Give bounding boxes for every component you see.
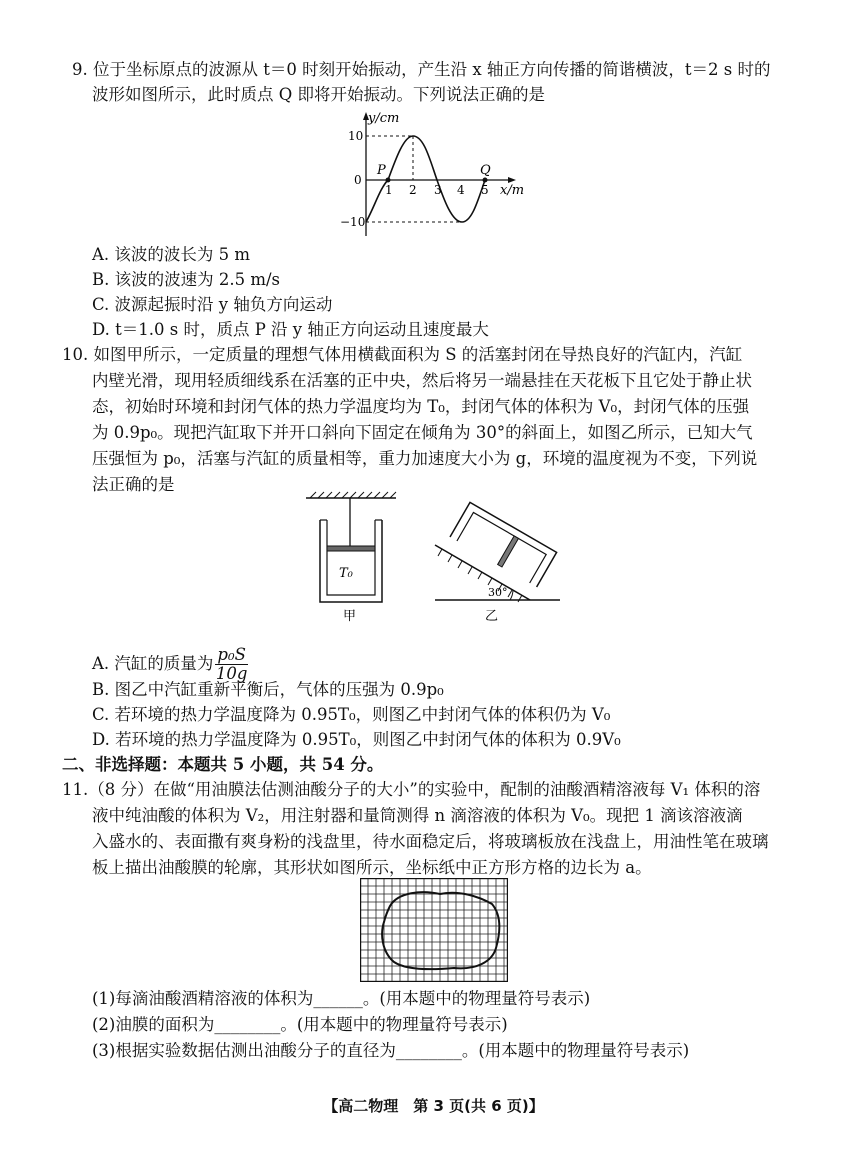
yi-label: 乙 [485,609,499,624]
q9-stem-line1: 9. 位于坐标原点的波源从 t＝0 时刻开始振动，产生沿 x 轴正方向传播的简谐横波，t＝2 s 时的 [72,60,771,79]
q10-option-b: B. 图乙中汽缸重新平衡后，气体的压强为 0.9p₀ [92,680,444,699]
q9-option-d: D. t＝1.0 s 时，质点 P 沿 y 轴正方向运动且速度最大 [92,320,489,339]
q11-stem-line4: 板上描出油酸膜的轮廓，其形状如图所示，坐标纸中正方形方格的边长为 a。 [92,858,652,877]
x-tick-1: 1 [385,183,393,197]
y-tick-zero: 0 [354,173,362,187]
q10-stem-line1: 10. 如图甲所示，一定质量的理想气体用横截面积为 S 的活塞封闭在导热良好的汽缸内，汽缸 [62,345,743,364]
q11-sub-3: (3)根据实验数据估测出油酸分子的直径为________。(用本题中的物理量符号表示) [92,1041,690,1060]
yi-angle-label: 30° [488,586,508,599]
q11-stem-line1: 11.（8 分）在做“用油膜法估测油酸分子的大小”的实验中，配制的油酸酒精溶液每 V₁ 体积的溶 [62,780,761,799]
y-tick-top: 10 [348,129,364,143]
q11-stem-line3: 入盛水的、表面撒有爽身粉的浅盘里，待水面稳定后，将玻璃板放在浅盘上，用油性笔在玻璃 [92,832,769,851]
q11-sub-2: (2)油膜的面积为________。(用本题中的物理量符号表示) [92,1015,508,1034]
q10-option-a-prefix: A. 汽缸的质量为 [92,654,214,673]
section-2-heading: 二、非选择题：本题共 5 小题，共 54 分。 [62,755,384,774]
q10-stem-line6: 法正确的是 [92,475,175,494]
q9-wave-graph [330,108,540,238]
q9-stem-line2: 波形如图所示，此时质点 Q 即将开始振动。下列说法正确的是 [92,85,546,104]
q10-stem-line2: 内壁光滑，现用轻质细线系在活塞的正中央，然后将另一端悬挂在天花板下且它处于静止状 [92,371,752,390]
q10-figure-yi [430,490,570,625]
x-tick-5: 5 [481,183,489,197]
fraction-numerator: p₀S [217,645,246,664]
q9-option-c: C. 波源起振时沿 y 轴负方向运动 [92,295,333,314]
q10-figure-jia [300,490,400,625]
y-tick-bottom: −10 [340,215,366,229]
q10-option-c: C. 若环境的热力学温度降为 0.95T₀，则图乙中封闭气体的体积仍为 V₀ [92,705,611,724]
y-axis-label: y/cm [368,111,400,126]
point-q-label: Q [480,163,491,178]
q10-option-d: D. 若环境的热力学温度降为 0.95T₀，则图乙中封闭气体的体积为 0.9V₀ [92,730,621,749]
jia-temp-label: T₀ [339,566,353,581]
jia-label: 甲 [343,609,357,624]
q9-option-a: A. 该波的波长为 5 m [92,245,251,264]
q9-option-b: B. 该波的波速为 2.5 m/s [92,270,281,289]
fraction-denominator: 10g [215,664,248,683]
page-footer: 【高二物理 第 3 页(共 6 页)】 [323,1097,544,1115]
q11-sub-1: (1)每滴油酸酒精溶液的体积为______。(用本题中的物理量符号表示) [92,989,591,1008]
q11-oil-film-grid [360,878,508,982]
x-tick-3: 3 [434,183,442,197]
point-p-label: P [377,163,386,178]
x-axis-label: x/m [500,183,525,198]
q10-stem-line4: 为 0.9p₀。现把汽缸取下并开口斜向下固定在倾角为 30°的斜面上，如图乙所示，已知大气 [92,423,753,442]
q11-stem-line2: 液中纯油酸的体积为 V₂，用注射器和量筒测得 n 滴溶液的体积为 V₀。现把 1 滴该溶液滴 [92,806,743,825]
q10-stem-line5: 压强恒为 p₀，活塞与汽缸的质量相等，重力加速度大小为 g，环境的温度视为不变，下列说 [92,449,758,468]
x-tick-2: 2 [409,183,417,197]
wave-curve [366,136,485,222]
x-tick-4: 4 [457,183,465,197]
q10-stem-line3: 态，初始时环境和封闭气体的热力学温度均为 T₀，封闭气体的体积为 V₀，封闭气体的压强 [92,397,750,416]
